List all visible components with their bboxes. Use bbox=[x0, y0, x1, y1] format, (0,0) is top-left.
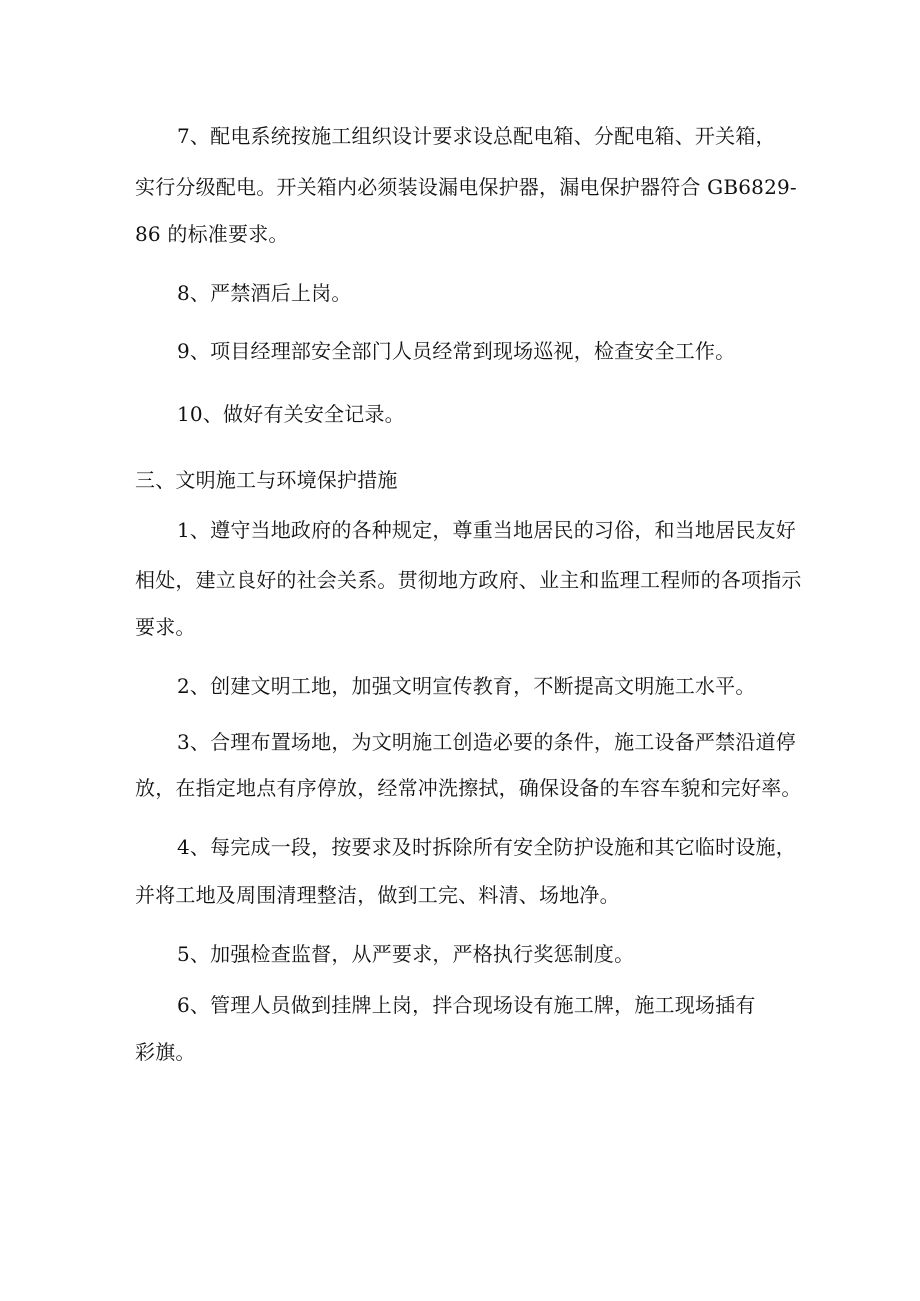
item-10: 10、做好有关安全记录。 bbox=[177, 402, 405, 426]
item-7-line-1: 7、配电系统按施工组织设计要求设总配电箱、分配电箱、开关箱， bbox=[177, 124, 776, 148]
section3-item-4-line-1: 4、每完成一段，按要求及时拆除所有安全防护设施和其它临时设施， bbox=[177, 835, 796, 859]
section3-item-1-line-3: 要求。 bbox=[135, 615, 196, 639]
section-heading: 三、文明施工与环境保护措施 bbox=[135, 468, 398, 492]
section3-item-1-line-2: 相处，建立良好的社会关系。贯彻地方政府、业主和监理工程师的各项指示 bbox=[135, 568, 802, 592]
section3-item-2: 2、创建文明工地，加强文明宣传教育，不断提高文明施工水平。 bbox=[177, 674, 756, 698]
section3-item-1-line-1: 1、遵守当地政府的各种规定，尊重当地居民的习俗，和当地居民友好 bbox=[177, 518, 796, 542]
section3-item-5: 5、加强检查监督，从严要求，严格执行奖惩制度。 bbox=[177, 942, 635, 966]
section3-item-3-line-2: 放，在指定地点有序停放，经常冲洗擦拭，确保设备的车容车貌和完好率。 bbox=[135, 776, 802, 800]
section3-item-6-line-1: 6、管理人员做到挂牌上岗，拌合现场设有施工牌，施工现场插有 bbox=[177, 993, 756, 1017]
item-8: 8、严禁酒后上岗。 bbox=[177, 281, 352, 305]
section3-item-3-line-1: 3、合理布置场地，为文明施工创造必要的条件，施工设备严禁沿道停 bbox=[177, 730, 796, 754]
item-7-line-2: 实行分级配电。开关箱内必须装设漏电保护器，漏电保护器符合 GB6829- bbox=[135, 175, 797, 199]
item-9: 9、项目经理部安全部门人员经常到现场巡视，检查安全工作。 bbox=[177, 339, 736, 363]
section3-item-4-line-2: 并将工地及周围清理整洁，做到工完、料清、场地净。 bbox=[135, 883, 620, 907]
item-7-line-3: 86 的标准要求。 bbox=[135, 222, 289, 246]
section3-item-6-line-2: 彩旗。 bbox=[135, 1040, 196, 1064]
